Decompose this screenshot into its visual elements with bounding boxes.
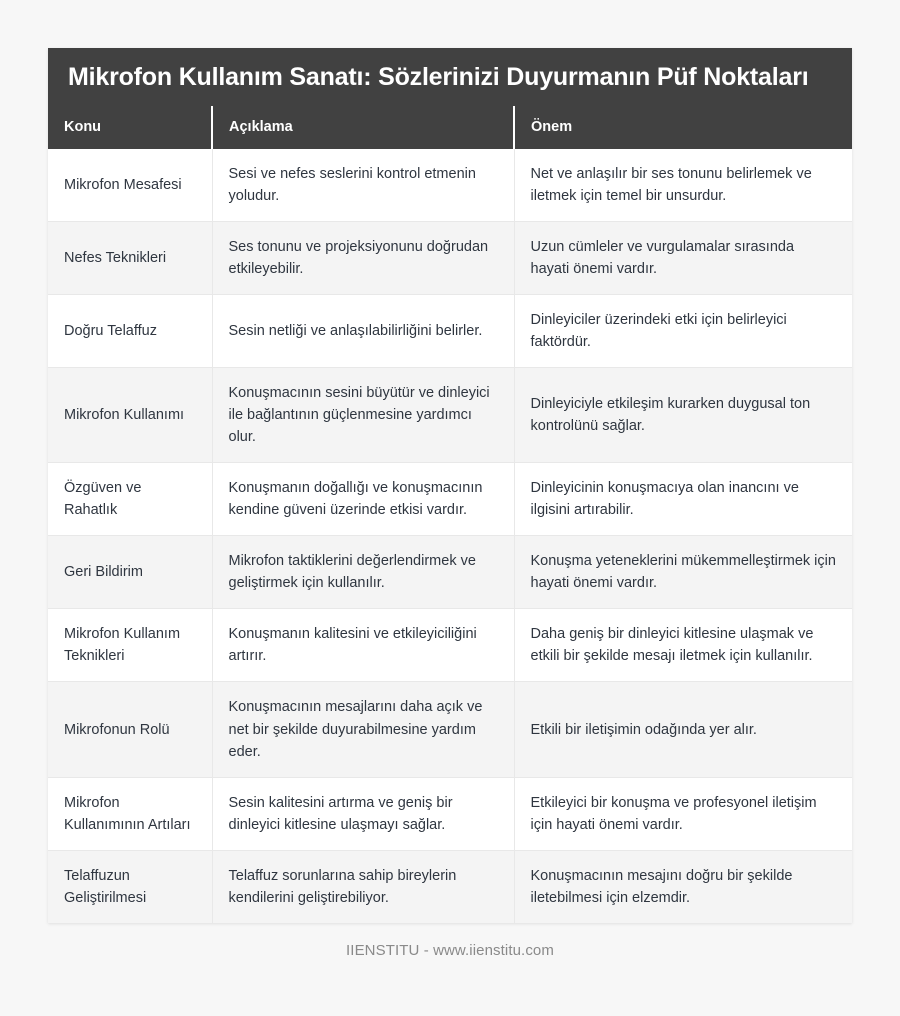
cell-onem: Etkili bir iletişimin odağında yer alır. <box>514 682 852 777</box>
footer-attribution: IIENSTITU - www.iienstitu.com <box>346 942 554 959</box>
cell-aciklama: Konuşmacının mesajlarını daha açık ve net bir şekilde duyurabilmesine yardım eder. <box>212 682 514 777</box>
cell-konu: Geri Bildirim <box>48 536 212 609</box>
cell-aciklama: Sesin kalitesini artırma ve geniş bir dinleyici kitlesine ulaşmayı sağlar. <box>212 777 514 850</box>
data-table <box>48 106 852 923</box>
cell-aciklama: Sesin netliği ve anlaşılabilirliğini belirler. <box>212 295 514 368</box>
cell-aciklama: Telaffuz sorunlarına sahip bireylerin kendilerini geliştirebiliyor. <box>212 850 514 923</box>
table-row <box>48 777 852 850</box>
table-header <box>48 106 852 149</box>
content-card <box>48 48 852 923</box>
table-row <box>48 222 852 295</box>
table-body <box>48 149 852 923</box>
cell-konu: Mikrofon Kullanımının Artıları <box>48 777 212 850</box>
cell-onem: Dinleyiciler üzerindeki etki için belirleyici faktördür. <box>514 295 852 368</box>
cell-konu: Mikrofon Kullanımı <box>48 368 212 463</box>
table-row <box>48 463 852 536</box>
cell-aciklama: Mikrofon taktiklerini değerlendirmek ve geliştirmek için kullanılır. <box>212 536 514 609</box>
column-header-konu: Konu <box>48 106 212 149</box>
table-header-row <box>48 106 852 149</box>
cell-aciklama: Konuşmanın kalitesini ve etkileyiciliğini artırır. <box>212 609 514 682</box>
cell-aciklama: Sesi ve nefes seslerini kontrol etmenin yoludur. <box>212 149 514 222</box>
table-row <box>48 368 852 463</box>
column-header-onem: Önem <box>514 106 852 149</box>
cell-onem: Net ve anlaşılır bir ses tonunu belirlemek ve iletmek için temel bir unsurdur. <box>514 149 852 222</box>
title-bar <box>48 48 852 106</box>
cell-konu: Mikrofonun Rolü <box>48 682 212 777</box>
page-title: Mikrofon Kullanım Sanatı: Sözlerinizi Duyurmanın Püf Noktaları <box>68 62 809 91</box>
cell-konu: Telaffuzun Geliştirilmesi <box>48 850 212 923</box>
column-header-aciklama: Açıklama <box>212 106 514 149</box>
cell-konu: Nefes Teknikleri <box>48 222 212 295</box>
cell-konu: Doğru Telaffuz <box>48 295 212 368</box>
cell-konu: Mikrofon Mesafesi <box>48 149 212 222</box>
cell-aciklama: Konuşmanın doğallığı ve konuşmacının kendine güveni üzerinde etkisi vardır. <box>212 463 514 536</box>
table-row <box>48 295 852 368</box>
table-row <box>48 609 852 682</box>
cell-onem: Konuşmacının mesajını doğru bir şekilde iletebilmesi için elzemdir. <box>514 850 852 923</box>
table-row <box>48 536 852 609</box>
table-row <box>48 149 852 222</box>
cell-onem: Daha geniş bir dinleyici kitlesine ulaşmak ve etkili bir şekilde mesajı iletmek için kullanılır. <box>514 609 852 682</box>
cell-konu: Mikrofon Kullanım Teknikleri <box>48 609 212 682</box>
cell-aciklama: Konuşmacının sesini büyütür ve dinleyici ile bağlantının güçlenmesine yardımcı olur. <box>212 368 514 463</box>
cell-onem: Konuşma yeteneklerini mükemmelleştirmek için hayati önemi vardır. <box>514 536 852 609</box>
cell-onem: Uzun cümleler ve vurgulamalar sırasında hayati önemi vardır. <box>514 222 852 295</box>
table-row <box>48 850 852 923</box>
cell-onem: Dinleyicinin konuşmacıya olan inancını ve ilgisini artırabilir. <box>514 463 852 536</box>
cell-onem: Dinleyiciyle etkileşim kurarken duygusal ton kontrolünü sağlar. <box>514 368 852 463</box>
cell-konu: Özgüven ve Rahatlık <box>48 463 212 536</box>
table-row <box>48 682 852 777</box>
cell-aciklama: Ses tonunu ve projeksiyonunu doğrudan etkileyebilir. <box>212 222 514 295</box>
cell-onem: Etkileyici bir konuşma ve profesyonel iletişim için hayati önemi vardır. <box>514 777 852 850</box>
